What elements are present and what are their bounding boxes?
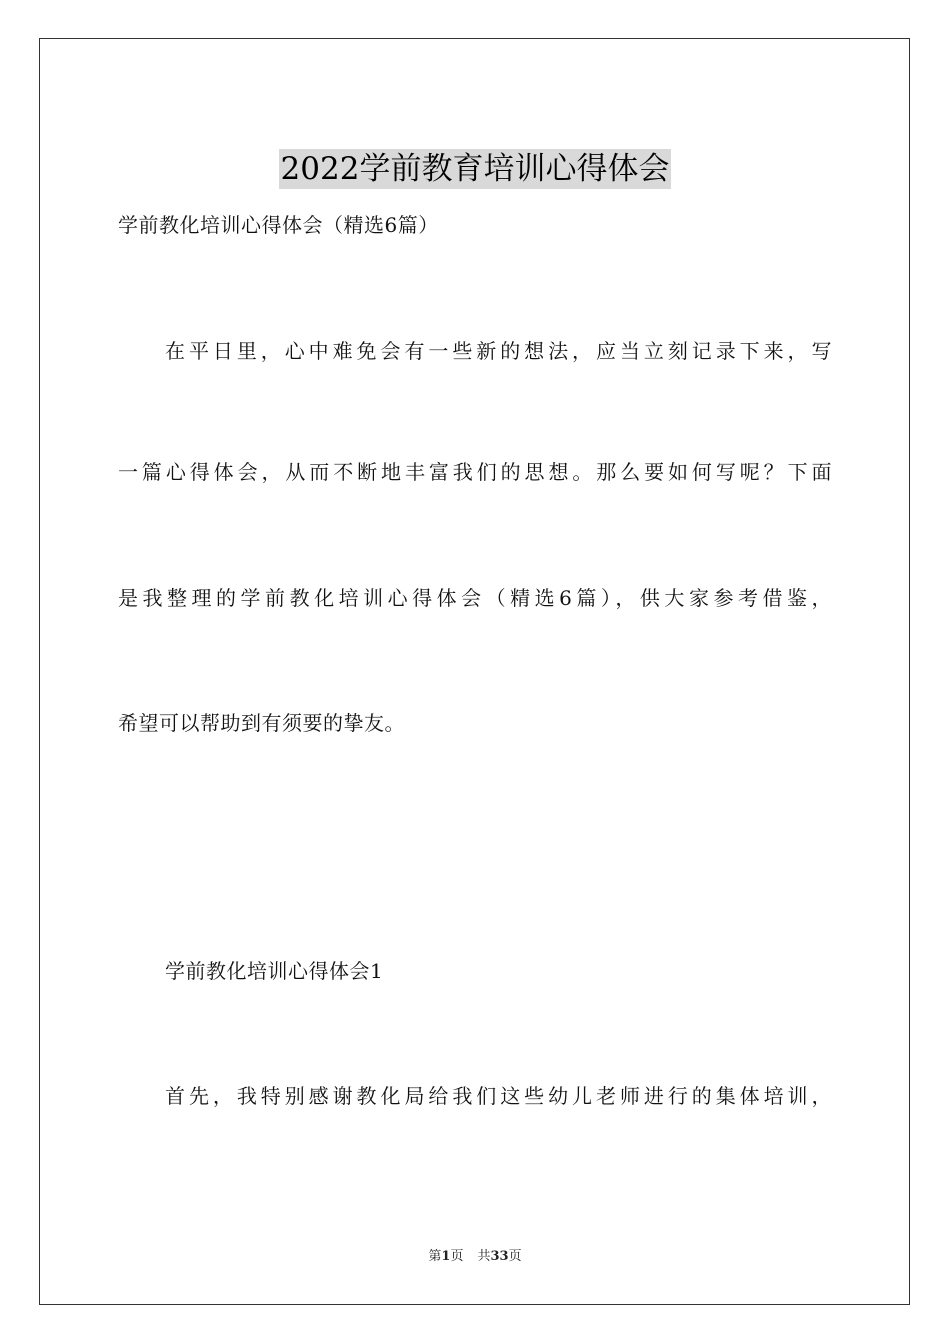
page-prefix: 第 [428, 1249, 442, 1264]
total-pages: 33 [490, 1249, 509, 1264]
title-container [0, 128, 950, 210]
intro-line-2: 一篇心得体会，从而不断地丰富我们的思想。那么要如何写呢？下面 [118, 460, 832, 484]
intro-line-4: 希望可以帮助到有须要的挚友。 [118, 711, 405, 735]
page-number: 1 [441, 1249, 451, 1264]
page-suffix: 页 [450, 1249, 464, 1264]
document-subtitle: 学前教化培训心得体会（精选6篇） [118, 213, 439, 237]
intro-line-1: 在平日里，心中难免会有一些新的想法，应当立刻记录下来，写 [165, 339, 832, 363]
intro-line-3: 是我整理的学前教化培训心得体会（精选6篇），供大家参考借鉴， [118, 586, 832, 610]
document-title: 2022学前教育培训心得体会 [280, 150, 670, 187]
total-suffix: 页 [508, 1249, 522, 1264]
total-prefix: 共 [477, 1249, 491, 1264]
page-footer [0, 1248, 950, 1266]
section-heading: 学前教化培训心得体会1 [165, 959, 384, 983]
section-paragraph-line-1: 首先，我特别感谢教化局给我们这些幼儿老师进行的集体培训， [165, 1084, 832, 1108]
